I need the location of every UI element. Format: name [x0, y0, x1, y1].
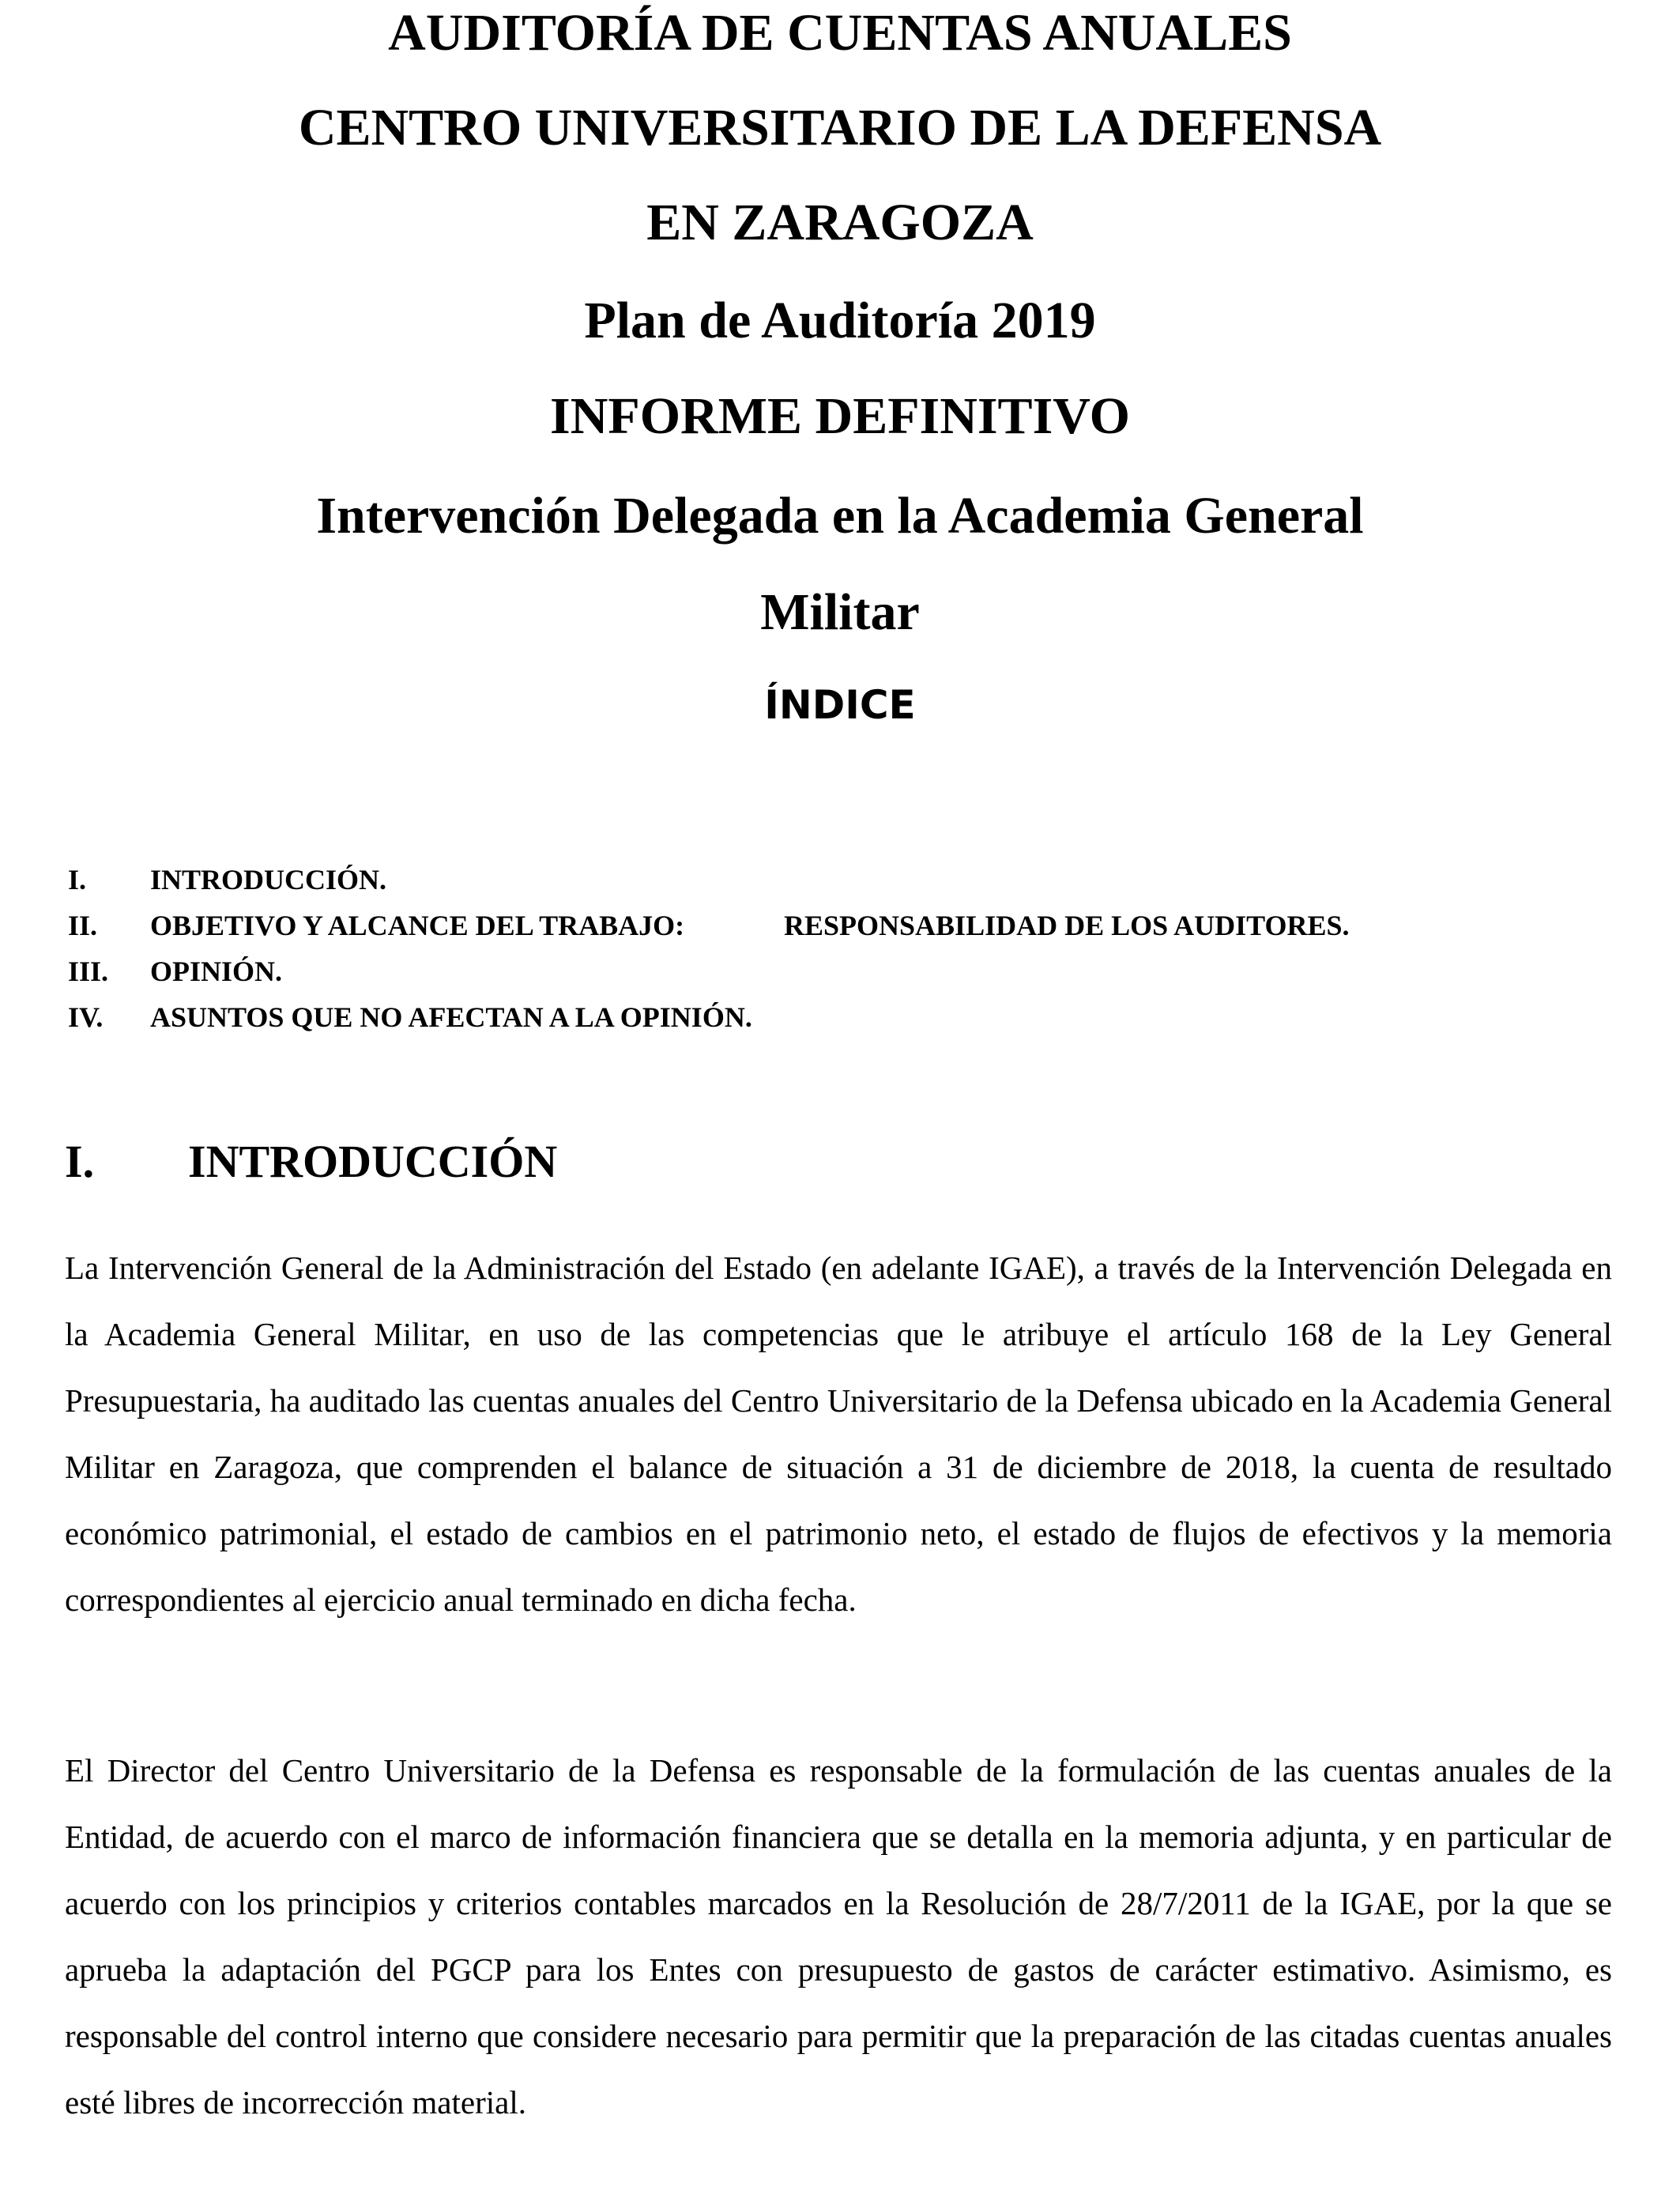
section-number: I.: [65, 1136, 95, 1187]
title-line-3: EN ZARAGOZA: [646, 194, 1034, 251]
title-line-7: Militar: [760, 583, 920, 641]
toc-text: OBJETIVO Y ALCANCE DEL TRABAJO:: [150, 910, 685, 941]
title-line-1: AUDITORÍA DE CUENTAS ANUALES: [388, 4, 1292, 62]
index-heading: ÍNDICE: [764, 682, 916, 728]
toc-number: III.: [68, 956, 109, 987]
toc-text-continuation: RESPONSABILIDAD DE LOS AUDITORES.: [784, 910, 1350, 941]
toc-number: IV.: [68, 1001, 104, 1033]
title-line-5: INFORME DEFINITIVO: [550, 387, 1130, 445]
toc-text: ASUNTOS QUE NO AFECTAN A LA OPINIÓN.: [150, 1001, 752, 1033]
title-line-4: Plan de Auditoría 2019: [584, 292, 1096, 349]
title-line-2: CENTRO UNIVERSITARIO DE LA DEFENSA: [298, 99, 1382, 156]
toc-text: INTRODUCCIÓN.: [150, 864, 387, 895]
title-line-6: Intervención Delegada en la Academia General: [316, 487, 1364, 545]
toc-number: II.: [68, 910, 98, 941]
section-title: INTRODUCCIÓN: [188, 1136, 558, 1187]
toc-number: I.: [68, 864, 87, 895]
paragraph-2: El Director del Centro Universitario de la Defensa es responsable de la formulación de las cuentas anuales de la Entidad, de acuerdo con el marco de información financiera que se detalla en la memoria adjunta, y en particular de acuerdo con los principios y criterios contables marcados en la Resolución de 28/7/2011 de la IGAE, por la que se aprueba la adaptación del PGCP para los Entes con presupuesto de gastos de carácter estimativo. Asimismo, es responsable del control interno que considere necesario para permitir que la preparación de las citadas cuentas anuales esté libres de incorrección material.: [65, 1752, 1612, 2120]
paragraph-1: La Intervención General de la Administración del Estado (en adelante IGAE), a través de la Intervención Delegada en la Academia General Militar, en uso de las competencias que le atribuye el artículo 168 de la Ley General Presupuestaria, ha auditado las cuentas anuales del Centro Universitario de la Defensa ubicado en la Academia General Militar en Zaragoza, que comprenden el balance de situación a 31 de diciembre de 2018, la cuenta de resultado económico patrimonial, el estado de cambios en el patrimonio neto, el estado de flujos de efectivos y la memoria correspondientes al ejercicio anual terminado en dicha fecha.: [65, 1250, 1612, 1618]
toc-text: OPINIÓN.: [150, 956, 283, 987]
